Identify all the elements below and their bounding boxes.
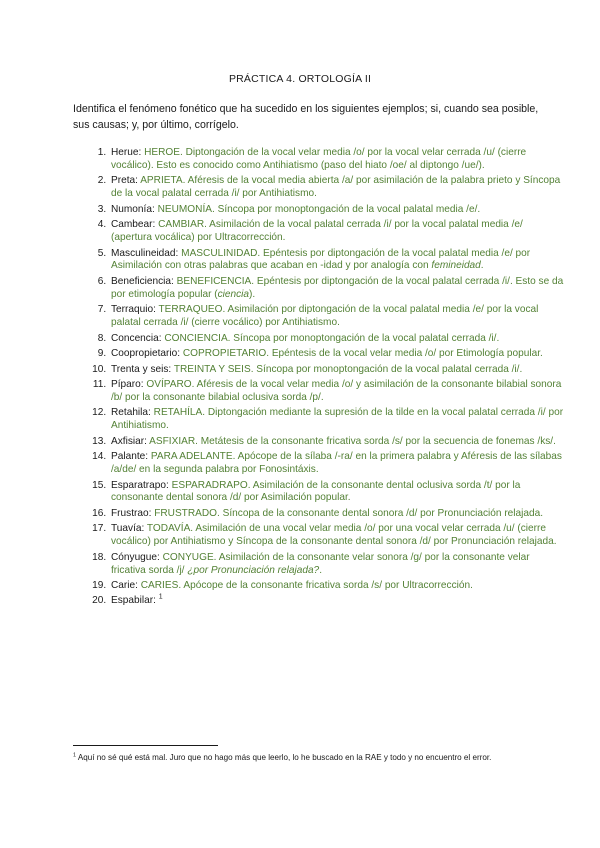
exercise-list: [73, 147, 564, 611]
item-term: Masculineidad:: [111, 247, 179, 259]
list-item: [109, 248, 564, 274]
list-item: [109, 333, 564, 346]
item-term: Preta:: [111, 175, 138, 187]
item-term: Esparatrapo:: [111, 479, 169, 491]
item-term: Carie:: [111, 580, 138, 592]
item-term: Frustrao:: [111, 507, 152, 519]
instructions: Identifica el fenómeno fonético que ha sucedido en los siguientes ejemplos; si, cuando sea posible, sus causas; y, por último, corrígelo.: [73, 103, 539, 131]
item-answer-italic: ciencia: [217, 288, 250, 300]
item-term: Cónyugue:: [111, 551, 160, 563]
list-item: [109, 508, 564, 521]
item-term: Coopropietario:: [111, 348, 181, 360]
item-term: Cambear:: [111, 219, 156, 231]
item-term: Píparo:: [111, 378, 144, 390]
item-answer: TREINTA Y SEIS. Síncopa por monoptongación de la vocal palatal cerrada /i/.: [173, 363, 523, 375]
item-term: Concencia:: [111, 332, 162, 344]
item-term: Palante:: [111, 451, 149, 463]
item-term: Beneficiencia:: [111, 275, 174, 287]
item-answer-italic: ¿por Pronunciación relajada?: [187, 564, 320, 576]
item-answer-end: ).: [249, 288, 256, 300]
item-answer: RETAHÍLA. Diptongación mediante la supresión de la tilde en la vocal palatal cerrada /i/ por Antihiatismo.: [111, 407, 564, 432]
footnote-separator: [73, 745, 218, 746]
item-answer: CONCIENCIA. Síncopa por monoptongación de la vocal palatal cerrada /i/.: [164, 332, 500, 344]
list-item: [109, 523, 564, 549]
list-item: [109, 219, 564, 245]
item-answer-italic: femineidad: [431, 260, 481, 272]
list-item: [109, 379, 564, 405]
list-item: [109, 175, 564, 201]
list-item: [109, 451, 564, 477]
list-item: [109, 552, 564, 578]
footnote: [73, 752, 528, 765]
list-item: [109, 304, 564, 330]
list-item: [109, 480, 564, 506]
footnote-marker: 1: [73, 752, 77, 759]
list-item: [109, 436, 564, 449]
item-term: Numonía:: [111, 203, 155, 215]
item-term: Retahila:: [111, 407, 151, 419]
item-answer: HEROE. Diptongación de la vocal velar media /o/ por la vocal velar cerrada /u/ (cierre vocálico). Esto es conocido como Antihiatismo (paso del hiato /oe/ al diptongo /ue/).: [111, 147, 527, 171]
item-answer: CONYUGE. Asimilación de la consonante velar sonora /g/ por la consonante velar fricativa sorda /j/: [111, 551, 530, 576]
item-term: Axfisiar:: [111, 435, 147, 447]
item-answer: FRUSTRADO. Síncopa de la consonante dental sonora /d/ por Pronunciación relajada.: [154, 507, 544, 519]
item-answer: CAMBIAR. Asimilación de la vocal palatal cerrada /i/ por la vocal palatal media /e/ (apertura vocálica) por Ultracorrección.: [111, 219, 523, 244]
item-answer: MASCULINIDAD. Epéntesis por diptongación de la vocal palatal media /e/ por Asimilación con otras palabras que acaban en -idad y por analogía con: [111, 247, 531, 272]
item-answer: COPROPIETARIO. Epéntesis de la vocal velar media /o/ por Etimología popular.: [182, 348, 543, 360]
footnote-text: Aquí no sé qué está mal. Juro que no hago más que leerlo, lo he buscado en la RAE y todo y no encuentro el error.: [77, 753, 492, 762]
item-answer: NEUMONÍA. Síncopa por monoptongación de la vocal palatal media /e/.: [157, 203, 481, 215]
item-term: Herue:: [111, 147, 142, 158]
item-answer: PARA ADELANTE. Apócope de la sílaba /-ra/ en la primera palabra y Aféresis de las sílabas /a/de/ en la segunda palabra por Fonosintáxis.: [111, 451, 562, 476]
item-answer: CARIES. Apócope de la consonante fricativa sorda /s/ por Ultracorrección.: [140, 580, 473, 592]
item-answer: BENEFICENCIA. Epéntesis por diptongación de la vocal palatal cerrada /i/. Esto se da por etimología popular (: [111, 275, 564, 300]
list-item: [109, 276, 564, 302]
item-answer-end: .: [480, 260, 484, 272]
page-title: PRÁCTICA 4. ORTOLOGÍA II: [228, 73, 372, 85]
item-answer-end: .: [319, 564, 322, 576]
item-term: Terraquio:: [111, 304, 156, 316]
item-answer: TERRAQUEO. Asimilación por diptongación de la vocal palatal media /e/ por la vocal palatal cerrada /i/ (cierre vocálico) por Antihiatismo.: [111, 304, 539, 329]
list-item: [109, 147, 564, 173]
footnote-reference: 1: [158, 594, 163, 602]
item-answer: ESPARADRAPO. Asimilación de la consonante dental oclusiva sorda /t/ por la consonante dental sonora /d/ por Asimilación popular.: [111, 479, 521, 504]
list-item: [109, 595, 564, 608]
item-answer: APRIETA. Aféresis de la vocal media abierta /a/ por asimilación de la palabra prieto y Síncopa de la vocal palatal cerrada /i/ por Antihiatismo.: [111, 175, 561, 200]
list-item: [109, 364, 564, 377]
item-answer: OVÍPARO. Aféresis de la vocal velar media /o/ y asimilación de la consonante bilabial sonora /b/ por la consonante bilabial oclusiva sorda /p/.: [111, 378, 562, 403]
item-term: Trenta y seis:: [111, 363, 172, 375]
item-term: Espabilar:: [111, 595, 156, 607]
item-term: Tuavía:: [111, 523, 145, 535]
item-answer: ASFIXIAR. Metátesis de la consonante fricativa sorda /s/ por la secuencia de fonemas /ks/.: [149, 435, 556, 447]
list-item: [109, 348, 564, 361]
list-item: [109, 204, 564, 217]
item-answer: TODAVÍA. Asimilación de una vocal velar media /o/ por una vocal velar cerrada /u/ (cierre vocálico) por Antihiatismo y Síncopa de la consonante dental sonora /d/ por Pronunciación relajada.: [111, 523, 557, 548]
list-item: [109, 580, 564, 593]
list-item: [109, 407, 564, 433]
